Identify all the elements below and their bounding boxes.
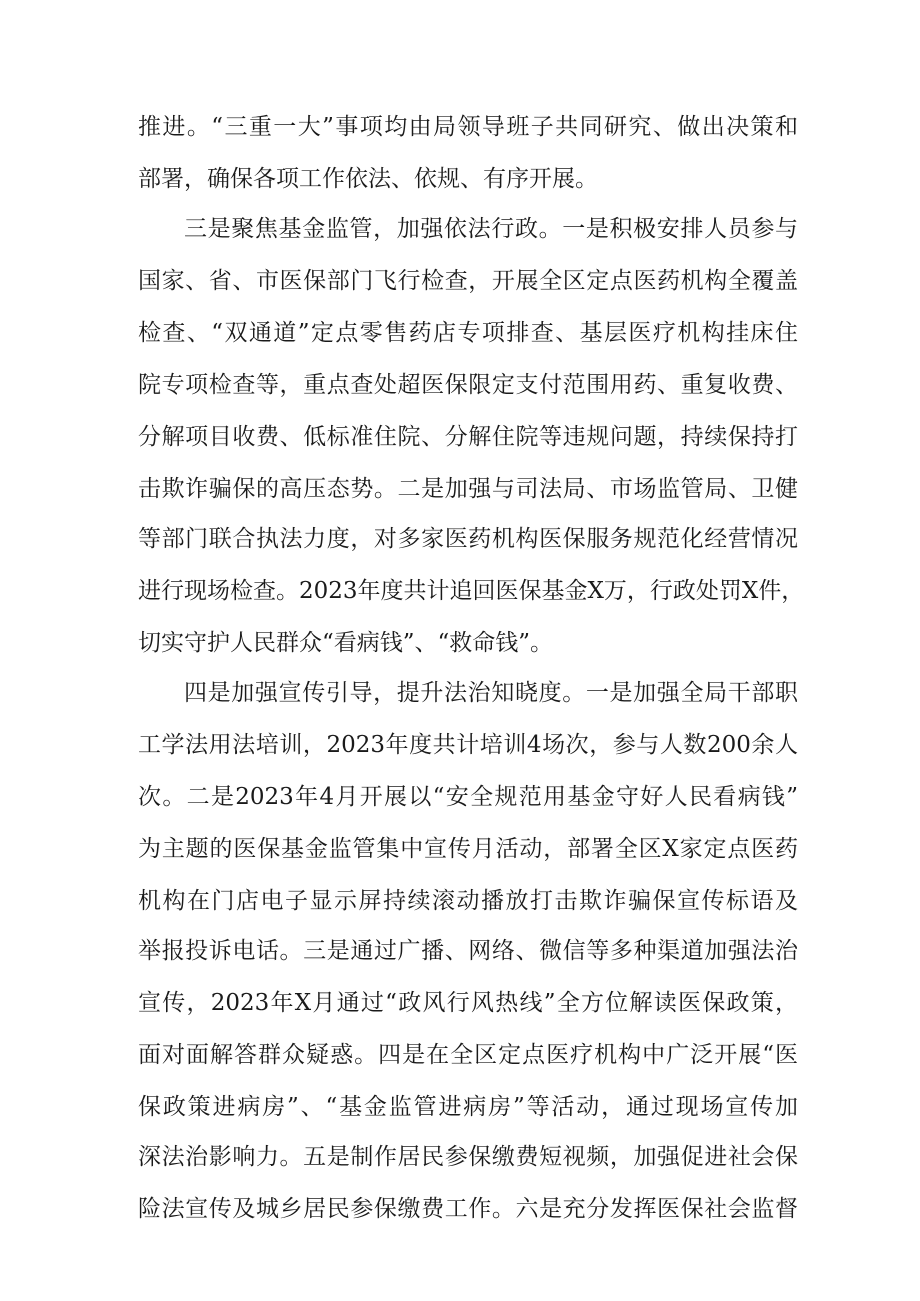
paragraph-line: 深法治影响力。五是制作居民参保缴费短视频，加强促进社会保 xyxy=(138,1144,798,1170)
paragraph-line: 机构在门店电子显示屏持续滚动播放打击欺诈骗保宣传标语及 xyxy=(138,888,798,914)
paragraph-line: 保政策进病房”、“基金监管进病房”等活动，通过现场宣传加 xyxy=(138,1094,798,1120)
paragraph-line: 四是加强宣传引导，提升法治知晓度。一是加强全局干部职 xyxy=(184,680,798,706)
paragraph-line: 宣传，2023年X月通过“政风行风热线”全方位解读医保政策， xyxy=(138,990,798,1016)
paragraph-line: 国家、省、市医保部门飞行检查，开展全区定点医药机构全覆盖 xyxy=(138,268,798,294)
paragraph-line: 面对面解答群众疑惑。四是在全区定点医疗机构中广泛开展“医 xyxy=(138,1042,798,1068)
paragraph-line: 击欺诈骗保的高压态势。二是加强与司法局、市场监管局、卫健 xyxy=(138,476,798,502)
paragraph-line: 等部门联合执法力度，对多家医药机构医保服务规范化经营情况 xyxy=(138,526,798,552)
paragraph-line: 三是聚焦基金监管，加强依法行政。一是积极安排人员参与 xyxy=(184,216,798,242)
paragraph-line: 切实守护人民群众“看病钱”、“救命钱”。 xyxy=(138,630,554,656)
paragraph-line: 为主题的医保基金监管集中宣传月活动，部署全区X家定点医药 xyxy=(138,836,798,862)
paragraph-line: 分解项目收费、低标准住院、分解住院等违规问题，持续保持打 xyxy=(138,424,798,450)
paragraph-line: 院专项检查等，重点查处超医保限定支付范围用药、重复收费、 xyxy=(138,372,798,398)
paragraph-line: 进行现场检查。2023年度共计追回医保基金X万，行政处罚X件， xyxy=(138,578,805,604)
paragraph-line: 检查、“双通道”定点零售药店专项排查、基层医疗机构挂床住 xyxy=(138,320,798,346)
paragraph-line: 险法宣传及城乡居民参保缴费工作。六是充分发挥医保社会监督 xyxy=(138,1196,798,1222)
paragraph-line: 推进。“三重一大”事项均由局领导班子共同研究、做出决策和 xyxy=(138,114,798,140)
paragraph-line: 次。二是2023年4月开展以“安全规范用基金守好人民看病钱” xyxy=(138,784,798,810)
paragraph-line: 工学法用法培训，2023年度共计培训4场次，参与人数200余人 xyxy=(138,732,798,758)
paragraph-line: 部署，确保各项工作依法、依规、有序开展。 xyxy=(138,166,598,192)
paragraph-line: 举报投诉电话。三是通过广播、网络、微信等多种渠道加强法治 xyxy=(138,938,798,964)
